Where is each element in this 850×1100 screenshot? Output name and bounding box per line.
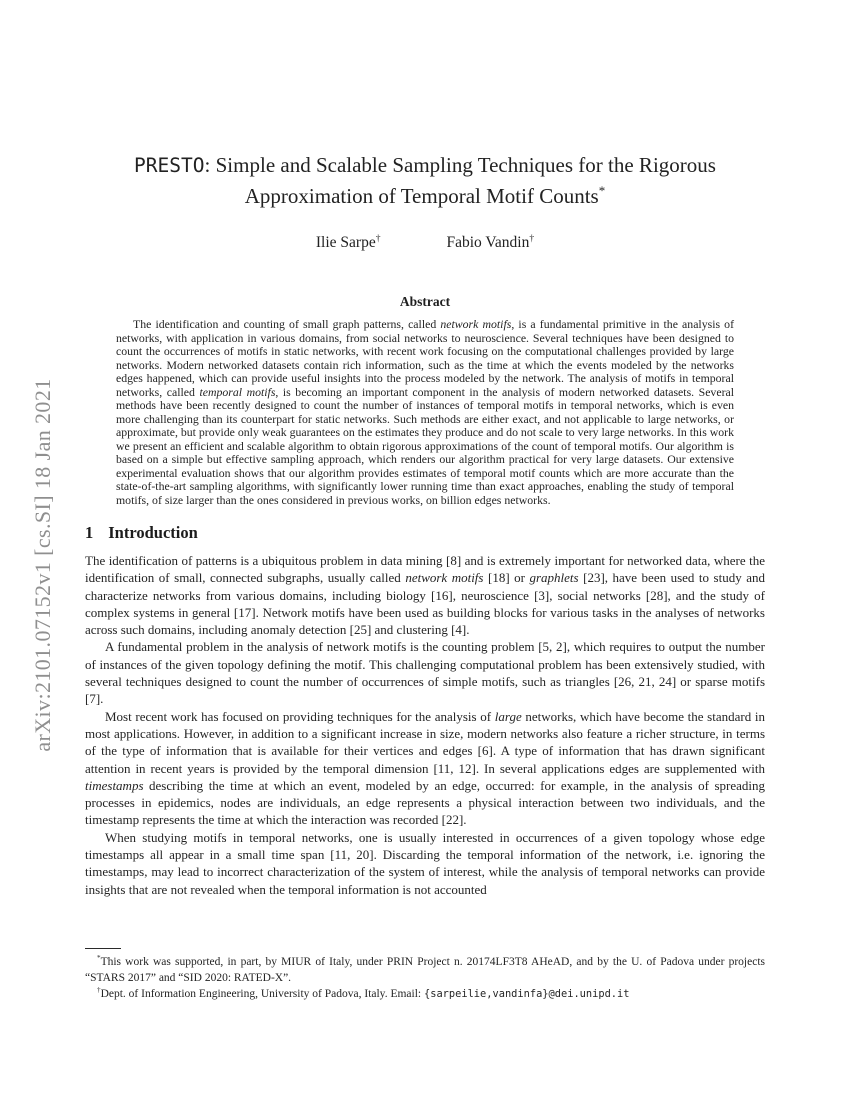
paragraph: A fundamental problem in the analysis of network motifs is the counting problem [5, 2], which requires to output the number of instances of the given topology defining the motif. This challenging computational problem has been extensively studied, with several techniques designed to count the number of occurrences of simple motifs, such as triangles [26, 21, 24] or sparse motifs [7]. (85, 639, 765, 707)
section-number: 1 (85, 523, 94, 542)
footnote-affiliation: †Dept. of Information Engineering, University of Padova, Italy. Email: {sarpeilie,vandinfa}@dei.unipd.it (97, 986, 630, 1000)
section-heading-introduction (85, 523, 765, 543)
author-name: Fabio Vandin† (446, 232, 535, 251)
section-title: Introduction (108, 523, 198, 542)
abstract-text: The identification and counting of small graph patterns, called network motifs, is a fundamental primitive in the analysis of networks, with application in various domains, from social networks to neuroscience. Several techniques have been designed to count the occurrences of motifs in static networks, with recent work focusing on the computational challenges provided by large networks. Modern networked datasets contain rich information, such as the time at which the events modeled by the networks edges happened, which can provide useful insights into the process modeled by the network. The analysis of motifs in temporal networks, called temporal motifs, is becoming an important component in the analysis of modern networked datasets. Several methods have been recently designed to count the number of instances of temporal motifs in temporal networks, which is even more challenging than its counterpart for static networks. Such methods are either exact, and not applicable to large networks, or approximate, but provide only weak guarantees on the estimates they produce and do not scale to very large networks. In this work we present an efficient and scalable algorithm to obtain rigorous approximations of the count of temporal motifs. Our algorithm is based on a simple but effective sampling approach, which renders our algorithm practical for very large datasets. Our extensive experimental evaluation shows that our algorithm provides estimates of temporal motif counts which are more accurate than the state-of-the-art sampling algorithms, with significantly lower running time than exact approaches, enabling the study of temporal motifs, of size larger than the ones considered in previous works, on billion edges networks. (116, 317, 735, 507)
footnote-rule (85, 948, 121, 949)
arxiv-watermark: arXiv:2101.07152v1 [cs.SI] 18 Jan 2021 (30, 378, 55, 752)
paper-title-line-2: Approximation of Temporal Motif Counts* (244, 183, 606, 208)
paragraph: When studying motifs in temporal networks, one is usually interested in occurrences of a given topology whose edge timestamps all appear in a small time span [11, 20]. Discarding the temporal information of the network, i.e. ignoring the timestamps, may lead to incorrect characterization of the system of interest, while the analysis of temporal networks can provide insights that are not revealed when the temporal information is not accounted (85, 829, 765, 897)
paragraph: Most recent work has focused on providing techniques for the analysis of large networks, which have become the standard in most applications. However, in addition to a significant increase in size, modern networks also feature a richer structure, in terms of the type of information that is available for their vertices and edges [6]. A type of information that has drawn significant attention in recent years is provided by the temporal dimension [11, 12]. In several applications edges are supplemented with timestamps describing the time at which an event, modeled by an edge, occurred: for example, in the analysis of spreading processes in epidemics, nodes are individuals, an edge represents a physical interaction between two individuals, and the timestamp represents the time at which the interaction was recorded [22]. (85, 708, 765, 828)
authors-row (85, 234, 765, 252)
footnote-funding: *This work was supported, in part, by MIUR of Italy, under PRIN Project n. 20174LF3T8 AHeAD, and by the U. of Padova under projects “STARS 2017” and “SID 2020: RATED-X”. (85, 954, 765, 984)
paper-content (85, 0, 765, 898)
paragraph: The identification of patterns is a ubiquitous problem in data mining [8] and is extremely important for networked data, where the identification of small, connected subgraphs, usually called network motifs [18] or graphlets [23], have been used to study and characterize networks from various domains, including biology [16], neuroscience [3], social networks [28], and the study of complex systems in general [17]. Network motifs have been used as building blocks for various tasks in the analyses of networks across such domains, including anomaly detection [25] and clustering [4]. (85, 553, 765, 638)
abstract-heading: Abstract (399, 294, 451, 309)
footnote-block (85, 948, 765, 1002)
paper-title (85, 150, 765, 212)
author-name: Ilie Sarpe† (315, 232, 381, 251)
paper-title-line-1: PRESTO: Simple and Scalable Sampling Techniques for the Rigorous (134, 153, 716, 177)
